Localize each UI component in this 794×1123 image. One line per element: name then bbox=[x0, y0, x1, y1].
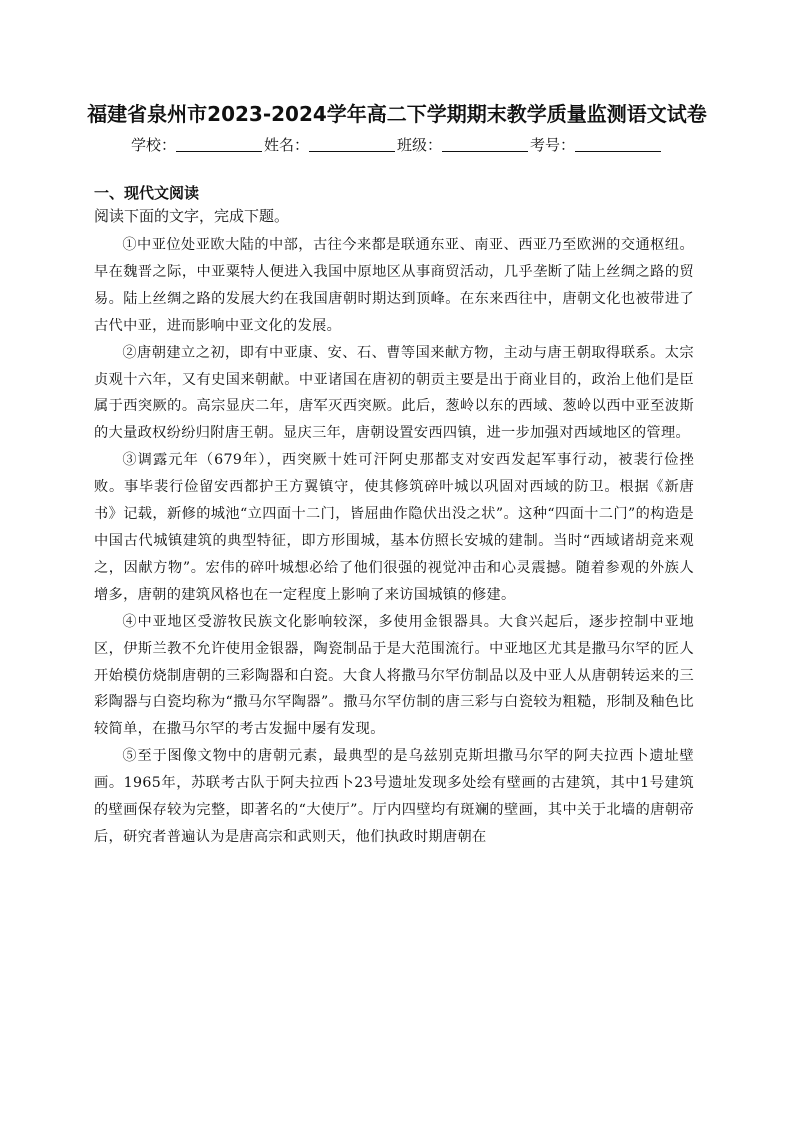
student-info-row bbox=[0, 134, 794, 155]
section-heading: 一、现代文阅读 bbox=[94, 184, 200, 202]
exam-number-label: 考号： bbox=[530, 136, 576, 154]
paragraph-1: ①中亚位处亚欧大陆的中部，古往今来都是联通东亚、南亚、西亚乃至欧洲的交通枢纽。早在魏晋之际，中亚粟特人便进入我国中原地区从事商贸活动，几乎垄断了陆上丝绸之路的贸易。陆上丝绸之路的发展大约在我国唐朝时期达到顶峰。在东来西往中，唐朝文化也被带进了古代中亚，进而影响中亚文化的发展。 bbox=[94, 237, 694, 334]
paragraph-4: ④中亚地区受游牧民族文化影响较深，多使用金银器具。大食兴起后，逐步控制中亚地区，伊斯兰教不允许使用金银器，陶瓷制品于是大范围流行。中亚地区尤其是撒马尔罕的匠人开始模仿烧制唐朝的三彩陶器和白瓷。大食人将撒马尔罕仿制品以及中亚人从唐朝转运来的三彩陶器与白瓷均称为“撒马尔罕陶器”。撒马尔罕仿制的唐三彩与白瓷较为粗糙，形制及釉色比较简单，在撒马尔罕的考古发掘中屡有发现。 bbox=[94, 613, 694, 738]
name-blank[interactable] bbox=[309, 137, 395, 152]
class-label: 班级： bbox=[397, 136, 443, 154]
name-label: 姓名： bbox=[263, 136, 309, 154]
class-blank[interactable] bbox=[442, 137, 528, 152]
paragraph-5: ⑤至于图像文物中的唐朝元素，最典型的是乌兹别克斯坦撒马尔罕的阿夫拉西卜遗址壁画。1965年，苏联考古队于阿夫拉西卜23号遗址发现多处绘有壁画的古建筑，其中1号建筑的壁画保存较为完整，即著名的“大使厅”。厅内四壁均有斑斓的壁画，其中关于北墙的唐朝帝后，研究者普遍认为是唐高宗和武则天，他们执政时期唐朝在 bbox=[94, 748, 694, 845]
reading-passage bbox=[94, 232, 694, 851]
exam-number-blank[interactable] bbox=[575, 137, 661, 152]
reading-instruction: 阅读下面的文字，完成下题。 bbox=[94, 207, 290, 225]
exam-title: 福建省泉州市2023-2024学年高二下学期期末教学质量监测语文试卷 bbox=[87, 102, 707, 126]
school-blank[interactable] bbox=[176, 137, 262, 152]
paragraph-3: ③调露元年（679年），西突厥十姓可汗阿史那都支对安西发起军事行动，被裴行俭挫败。事毕裴行俭留安西都护王方翼镇守，使其修筑碎叶城以巩固对西域的防卫。根据《新唐书》记载，新修的城池“立四面十二门，皆屈曲作隐伏出没之状”。这种“四面十二门”的构造是中国古代城镇建筑的典型特征，即方形围城，基本仿照长安城的建制。当时“西域诸胡竞来观之，因献方物”。宏伟的碎叶城想必给了他们很强的视觉冲击和心灵震撼。随着参观的外族人增多，唐朝的建筑风格也在一定程度上影响了来访国城镇的修建。 bbox=[94, 452, 694, 603]
paragraph-2: ②唐朝建立之初，即有中亚康、安、石、曹等国来献方物，主动与唐王朝取得联系。太宗贞观十六年，又有史国来朝献。中亚诸国在唐初的朝贡主要是出于商业目的，政治上他们是臣属于西突厥的。高宗显庆二年，唐军灭西突厥。此后，葱岭以东的西域、葱岭以西中亚至波斯的大量政权纷纷归附唐王朝。显庆三年，唐朝设置安西四镇，进一步加强对西域地区的管理。 bbox=[94, 344, 694, 442]
school-label: 学校： bbox=[130, 136, 176, 154]
